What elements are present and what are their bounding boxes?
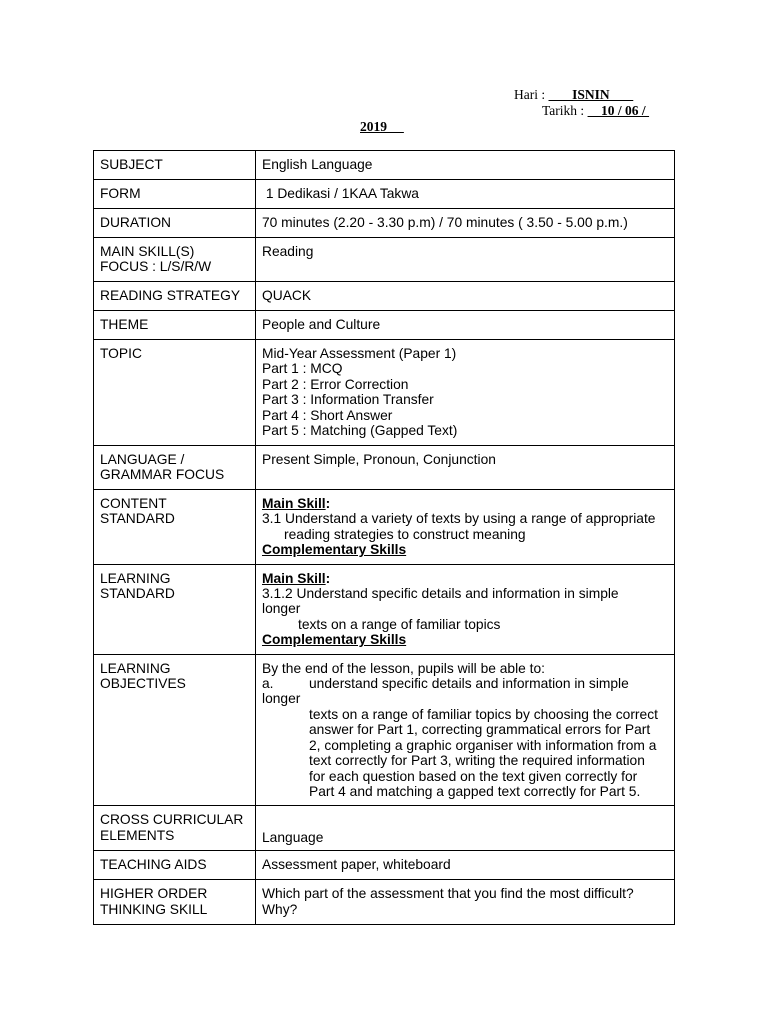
row-language-focus: [94, 446, 675, 490]
row-learning-objectives: [94, 654, 675, 806]
row-main-skill: [94, 238, 675, 282]
cross-curricular-text: Language: [262, 829, 324, 845]
row-topic: [94, 340, 675, 446]
topic-value: [256, 340, 675, 446]
year-value: 2019: [360, 119, 404, 134]
topic-line: Part 2 : Error Correction: [262, 376, 409, 392]
hari-label: Hari :: [514, 87, 549, 102]
content-standard-value: [256, 490, 675, 565]
content-standard-line-2: reading strategies to construct meaning: [284, 526, 526, 542]
topic-label: TOPIC: [94, 340, 256, 446]
content-main-skill-colon: :: [325, 496, 331, 511]
objective-item-line-2: longer: [262, 691, 301, 707]
theme-value: People and Culture: [256, 311, 675, 340]
language-focus-label: [94, 446, 256, 490]
objective-cont-line: 2, completing a graphic organiser with information from a: [309, 737, 657, 753]
reading-strategy-label: READING STRATEGY: [94, 282, 256, 311]
objective-item-line-1: understand specific details and information in simple: [309, 676, 629, 692]
hots-label-line-2: THINKING SKILL: [100, 901, 208, 917]
topic-line: Mid-Year Assessment (Paper 1): [262, 346, 457, 361]
objective-cont-line: for each question based on the text given correctly for: [309, 768, 638, 784]
learning-main-skill-heading: [262, 571, 668, 586]
content-complementary-heading: Complementary Skills: [262, 542, 407, 558]
hots-value: [256, 880, 675, 925]
learning-standard-label-line-2: STANDARD: [100, 586, 175, 602]
learning-standard-line-1: 3.1.2 Understand specific details and information in simple: [262, 586, 619, 602]
subject-value: English Language: [256, 151, 675, 180]
hari-value: ISNIN: [548, 87, 634, 102]
lesson-plan-table: [93, 150, 675, 925]
form-value: 1 Dedikasi / 1KAA Takwa: [256, 180, 675, 209]
cross-curricular-label-line-2: ELEMENTS: [100, 827, 175, 843]
hots-line-2: Why?: [262, 901, 298, 917]
learning-main-skill-heading-text: Main Skill: [262, 570, 326, 586]
content-standard-label-line-1: CONTENT: [100, 496, 167, 511]
objectives-intro: By the end of the lesson, pupils will be able to:: [262, 660, 546, 676]
learning-objectives-label-line-2: OBJECTIVES: [100, 676, 186, 692]
learning-complementary-heading: Complementary Skills: [262, 632, 407, 648]
tarikh-label: Tarikh :: [542, 103, 588, 118]
theme-label: THEME: [94, 311, 256, 340]
row-content-standard: [94, 490, 675, 565]
objective-item-a: [262, 676, 668, 691]
form-label: FORM: [94, 180, 256, 209]
cross-curricular-label-line-1: CROSS CURRICULAR: [100, 812, 244, 828]
subject-label: SUBJECT: [94, 151, 256, 180]
tarikh-value: 10 / 06 /: [587, 103, 650, 118]
duration-label: DURATION: [94, 209, 256, 238]
row-cross-curricular: [94, 806, 675, 851]
learning-objectives-value: [256, 654, 675, 806]
cross-curricular-value: [256, 806, 675, 851]
content-standard-label-line-2: STANDARD: [100, 511, 175, 527]
hots-label: [94, 880, 256, 925]
topic-line: Part 3 : Information Transfer: [262, 392, 434, 408]
row-teaching-aids: [94, 851, 675, 880]
learning-standard-line-3: texts on a range of familiar topics: [298, 616, 501, 632]
duration-value: 70 minutes (2.20 - 3.30 p.m) / 70 minutes ( 3.50 - 5.00 p.m.): [256, 209, 675, 238]
objective-cont-line: answer for Part 1, correcting grammatical errors for Part: [309, 722, 651, 738]
content-standard-label: [94, 490, 256, 565]
topic-line: Part 1 : MCQ: [262, 361, 343, 377]
hots-line-1: Which part of the assessment that you find the most difficult?: [262, 886, 634, 902]
cross-curricular-label: [94, 806, 256, 851]
learning-standard-line-2: longer: [262, 601, 301, 617]
row-learning-standard: [94, 564, 675, 654]
main-skill-label-line-2: FOCUS : L/S/R/W: [100, 259, 212, 275]
learning-standard-value: [256, 564, 675, 654]
language-focus-label-line-1: LANGUAGE /: [100, 452, 185, 467]
row-hots: [94, 880, 675, 925]
teaching-aids-value: Assessment paper, whiteboard: [256, 851, 675, 880]
main-skill-value: Reading: [256, 238, 675, 282]
tarikh-line: [542, 103, 649, 119]
content-main-skill-heading-text: Main Skill: [262, 496, 326, 511]
main-skill-label-line-1: MAIN SKILL(S): [100, 244, 195, 259]
learning-objectives-label: [94, 654, 256, 806]
row-subject: [94, 151, 675, 180]
objective-cont-line: Part 4 and matching a gapped text correctly for Part 5.: [309, 783, 641, 799]
row-theme: [94, 311, 675, 340]
content-main-skill-heading: [262, 496, 668, 511]
learning-main-skill-colon: :: [325, 570, 331, 586]
hots-label-line-1: HIGHER ORDER: [100, 886, 208, 902]
objective-cont-line: texts on a range of familiar topics by choosing the correct: [309, 706, 658, 722]
row-reading-strategy: [94, 282, 675, 311]
objective-cont-line: text correctly for Part 3, writing the required information: [309, 753, 645, 769]
topic-line: Part 4 : Short Answer: [262, 407, 393, 423]
reading-strategy-value: QUACK: [256, 282, 675, 311]
teaching-aids-label: TEACHING AIDS: [94, 851, 256, 880]
learning-standard-label: [94, 564, 256, 654]
main-skill-label: [94, 238, 256, 282]
language-focus-label-line-2: GRAMMAR FOCUS: [100, 467, 225, 483]
content-standard-line-1: 3.1 Understand a variety of texts by using a range of appropriate: [262, 511, 656, 527]
objective-item-mark: a.: [262, 676, 274, 692]
hari-line: [514, 87, 633, 103]
learning-standard-label-line-1: LEARNING: [100, 570, 171, 586]
language-focus-value: Present Simple, Pronoun, Conjunction: [256, 446, 675, 490]
row-duration: [94, 209, 675, 238]
learning-objectives-label-line-1: LEARNING: [100, 660, 171, 676]
row-form: [94, 180, 675, 209]
topic-line: Part 5 : Matching (Gapped Text): [262, 423, 458, 439]
